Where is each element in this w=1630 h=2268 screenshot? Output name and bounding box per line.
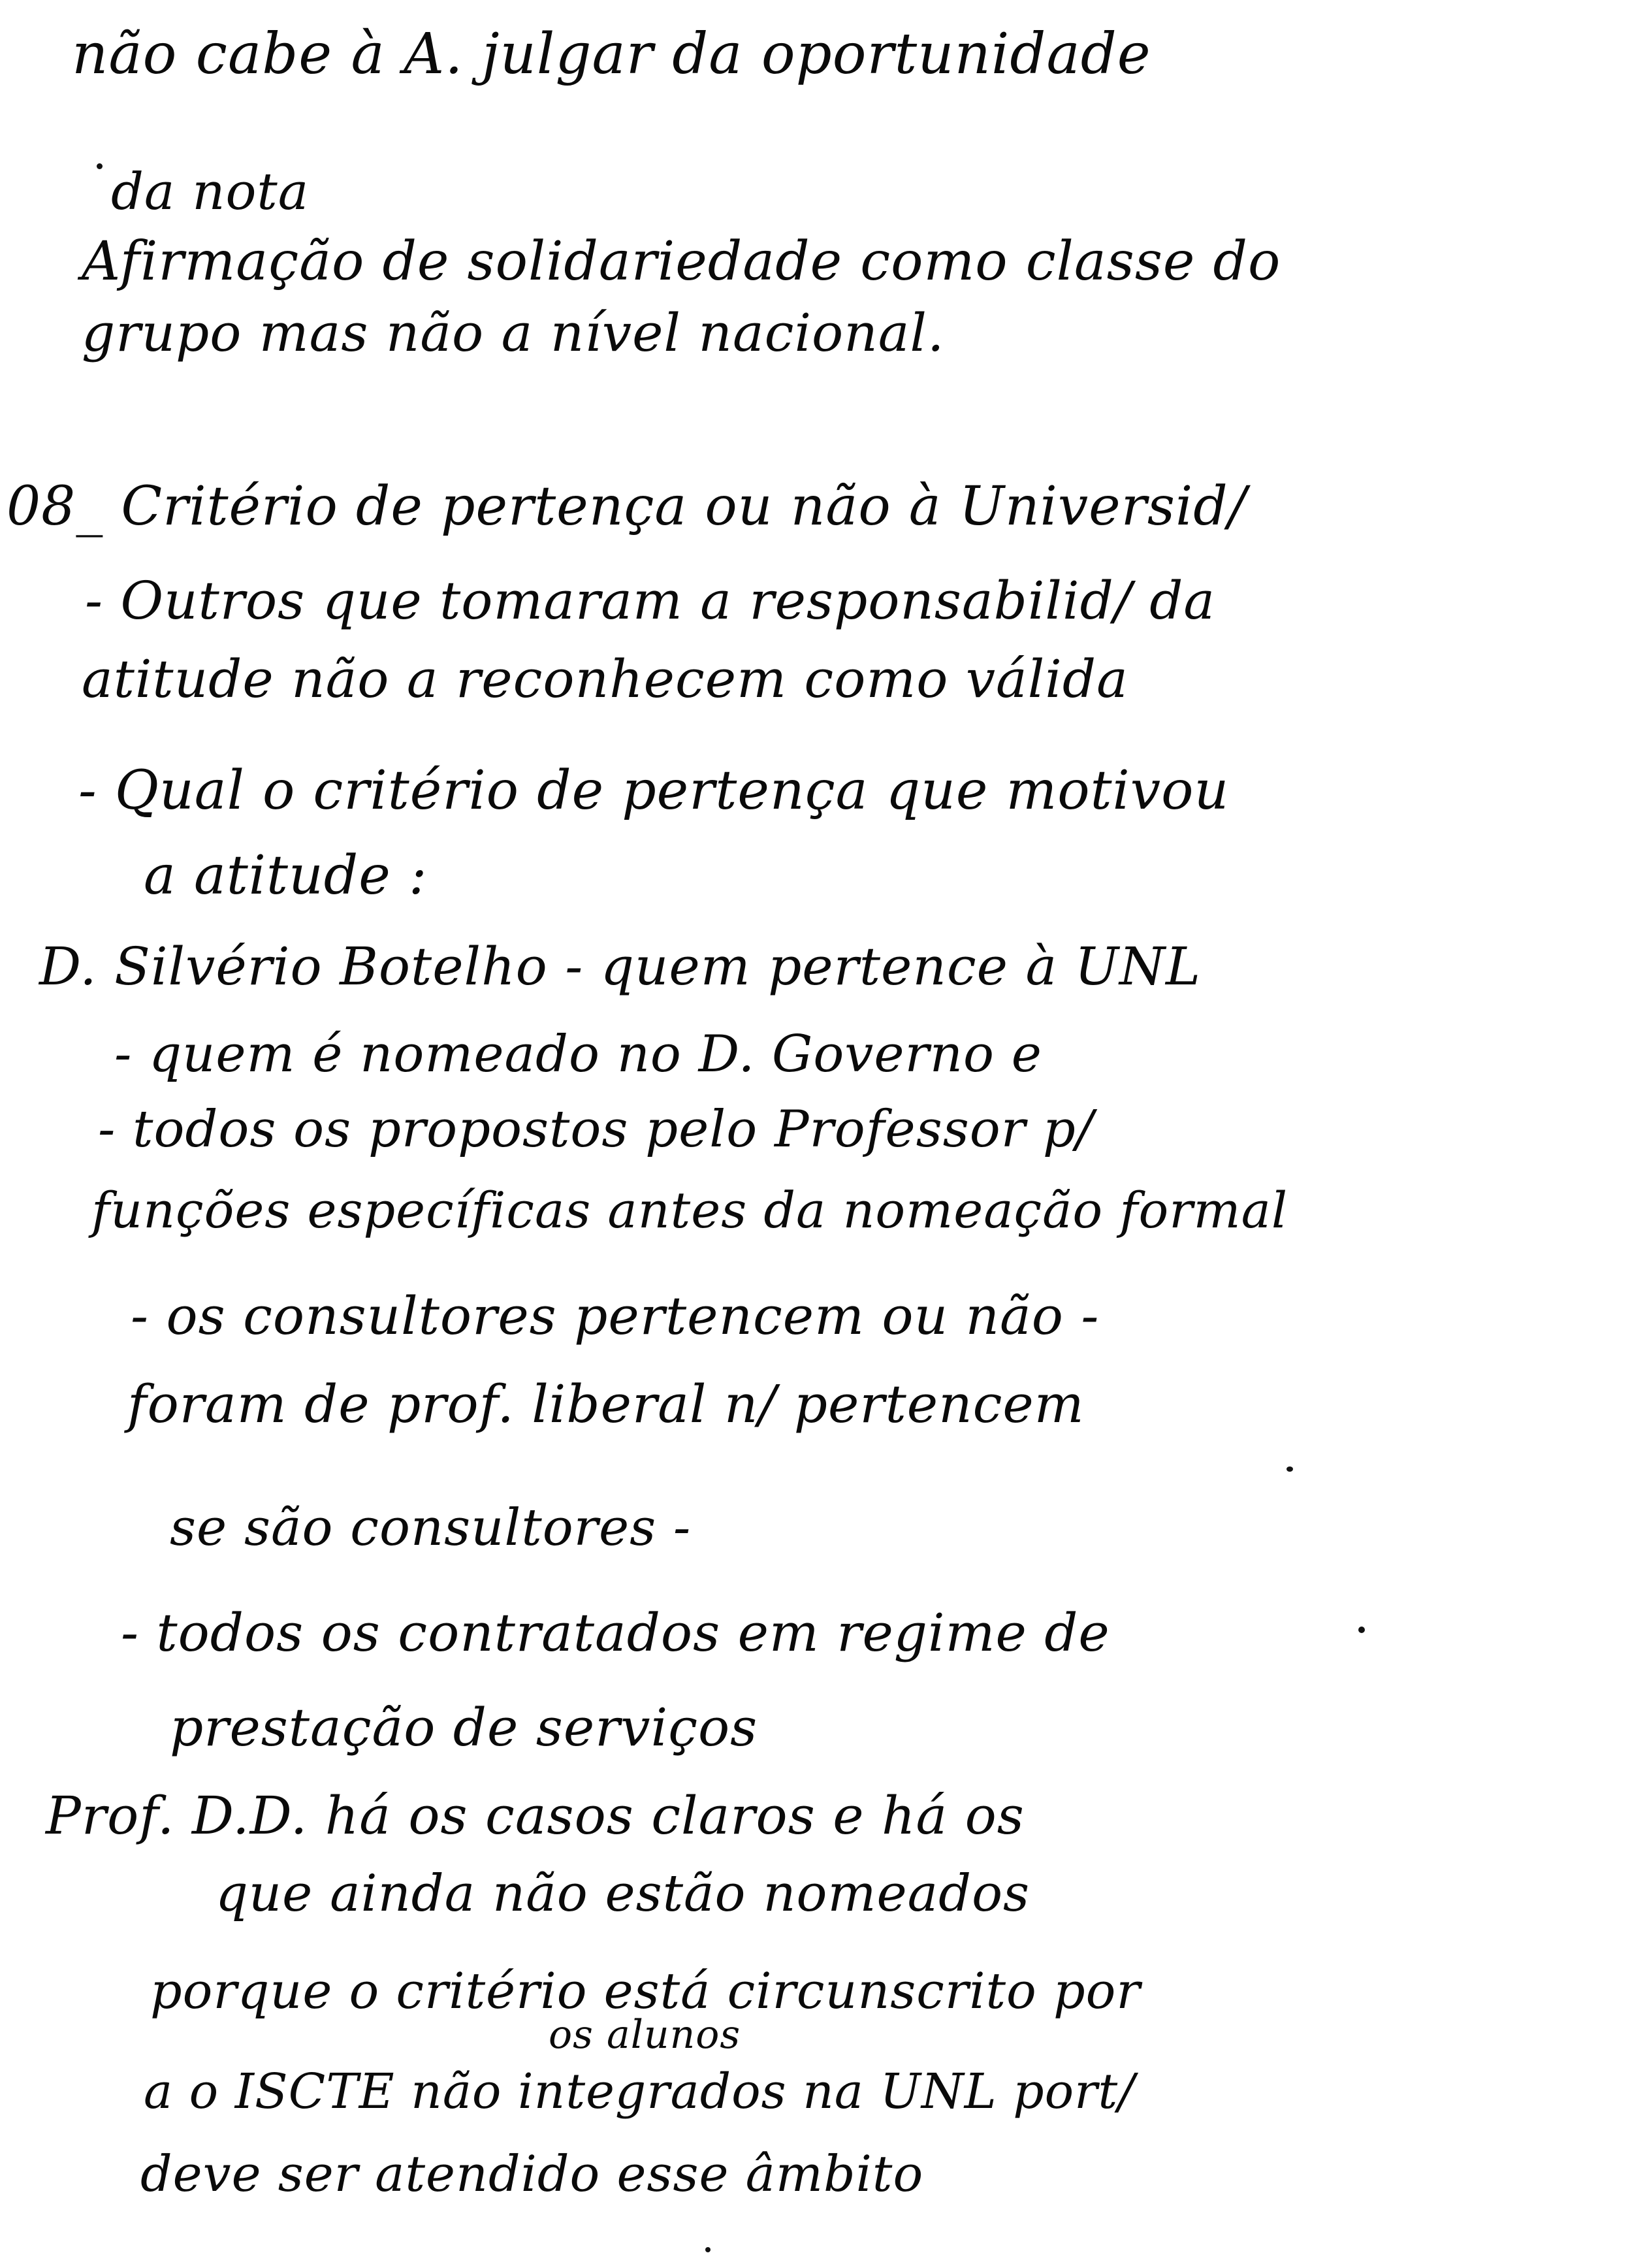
note-line-4: grupo mas não a nível nacional. — [82, 302, 945, 363]
ink-dot-1 — [1286, 1466, 1293, 1472]
note-line-19: Prof. D.D. há os casos claros e há os — [46, 1785, 1025, 1846]
note-line-17: - todos os contratados em regime de — [121, 1602, 1110, 1663]
note-line-14: - os consultores pertencem ou não - — [131, 1286, 1100, 1346]
note-line-3: Afirmação de solidariedade como classe do — [82, 231, 1281, 293]
note-line-7: atitude não a reconhecem como válida — [82, 649, 1128, 709]
note-line-12: - todos os propostos pelo Professor p/ — [98, 1100, 1095, 1159]
note-line-11: - quem é nomeado no D. Governo e — [114, 1025, 1042, 1084]
note-line-2: da nota — [111, 163, 310, 221]
note-line-21: porque o critério está circunscrito por — [150, 1962, 1141, 2020]
note-line-18: prestação de serviços — [170, 1697, 758, 1758]
note-line-9: a atitude : — [144, 845, 428, 907]
note-line-6: - Outros que tomaram a responsabilid/ da — [85, 570, 1216, 631]
note-line-8: - Qual o critério de pertença que motivou — [78, 760, 1230, 822]
note-line-15: foram de prof. liberal n/ pertencem — [127, 1374, 1085, 1434]
note-line-23: a o ISCTE não integrados na UNL port/ — [144, 2064, 1136, 2120]
note-line-5: 08_ Critério de pertença ou não à Universid/ — [7, 476, 1247, 538]
ink-dot-3 — [705, 2247, 711, 2252]
note-line-1: não cabe à A. julgar da oportunidade — [72, 22, 1151, 87]
note-line-10: D. Silvério Botelho - quem pertence à UNL — [39, 936, 1202, 997]
note-line-24: deve ser atendido esse âmbito — [140, 2145, 924, 2203]
note-line-22-insert: os alunos — [549, 2012, 741, 2058]
note-line-16: se são consultores - — [170, 1498, 692, 1557]
ink-dot-4 — [97, 163, 103, 169]
ink-dot-2 — [1358, 1627, 1365, 1633]
note-line-13: funções específicas antes da nomeação formal — [91, 1181, 1288, 1239]
note-line-20: que ainda não estão nomeados — [216, 1864, 1031, 1923]
